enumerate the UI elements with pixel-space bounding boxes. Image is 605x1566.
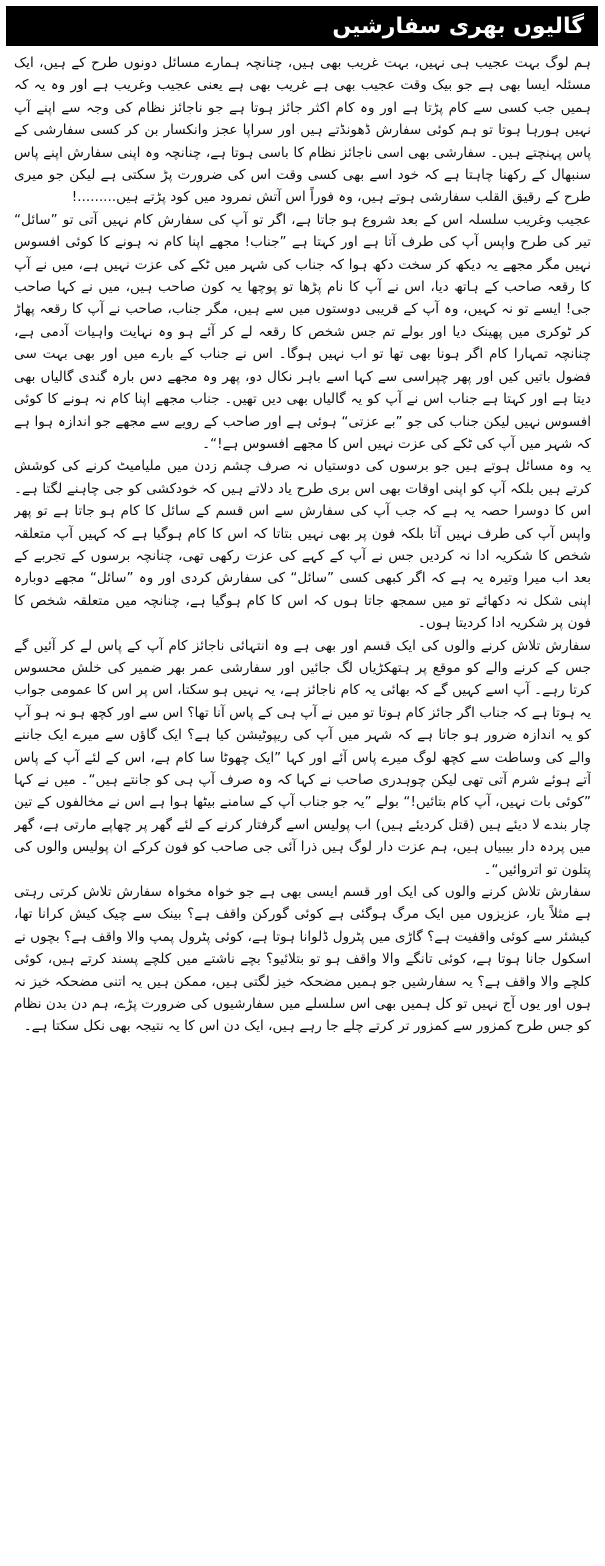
paragraph-5: سفارش تلاش کرنے والوں کی ایک اور قسم ایسی بھی ہے جو خواہ مخواہ سفارش تلاش کرتی رہتی ہے مثلاً یار، عزیزوں میں ایک مرگ ہوگئی ہے کوئی گورکن واقف ہے؟ بینک سے چیک کیش کرانا تھا، کیشئر سے کوئی واقفیت ہے؟ گاڑی میں پٹرول ڈلوانا ہوتا ہے، کوئی پٹرول پمپ والا واقف ہے؟ بچوں نے اسکول جانا ہوتا ہے، کوئی تانگے والا واقف ہو تو بتلائیو؟ بچے ناشتے میں کلچے پسند کرتے ہیں، کوئی کلچے والا واقف ہے؟ یہ سفارشیں جو ہمیں مضحکہ خیز لگتی ہیں، ممکن ہیں یہ اتنی مضحکہ خیز نہ ہوں اور یوں آج نہیں تو کل ہمیں بھی اس سلسلے میں سفارشیوں کی ضرورت پڑے، ہم دن بدن نظام کو جس طرح کمزور سے کمزور تر کرتے چلے جا رہے ہیں، ایک دن اس کا یہ نتیجہ بھی نکل سکتا ہے۔ <box>14 884 591 1035</box>
paragraph-2: عجیب وغریب سلسلہ اس کے بعد شروع ہو جاتا ہے، اگر تو آپ کی سفارش کام نہیں آتی تو ”سائل“ تیر کی طرح واپس آپ کی طرف آتا ہے اور کہتا ہے ”جناب! مجھے اپنا کام نہ ہونے کا کوئی افسوس نہیں مگر مجھے یہ دیکھ کر سخت دکھ ہوا کہ جناب کی شہر میں ٹکے کی عزت نہیں ہے، میں نے آپ کا رقعہ صاحب کے ہاتھ دیا، اس نے آپ کا نام پڑھا تو پوچھا یہ کون صاحب ہیں، میں نے کہا صاحب جی! ایسے تو نہ کہیں، وہ آپ کے قریبی دوستوں میں سے ہیں، مگر جناب، صاحب نے آپ کا رقعہ پھاڑ کر ٹوکری میں پھینک دیا اور بولے تم جس شخص کا رقعہ لے کر آئے ہو وہ نہایت واہیات آدمی ہے، چنانچہ تمہارا کام اگر ہونا بھی تھا تو اب نہیں ہوگا۔ اس نے جناب کے بارے میں اور بھی بہت سی فضول باتیں کیں اور پھر چپراسی سے کہا اسے باہر نکال دو، پھر وہ مجھے دس بارہ گندی گالیاں بھی دیتا ہے اور کہتا ہے جناب اس نے آپ کو یہ گالیاں بھی دیں تھیں۔ جناب مجھے اپنا کام نہ ہونے کا کوئی افسوس نہیں لیکن جناب کی جو ”بے عزتی“ ہوئی ہے اور صاحب کے رویے سے مجھے جو اندازہ ہوا ہے کہ شہر میں آپ کی ٹکے کی عزت نہیں اس کا مجھے افسوس ہے!“۔ <box>14 211 591 452</box>
paragraph-1: ہم لوگ بہت عجیب ہی نہیں، بہت غریب بھی ہیں، چنانچہ ہمارے مسائل دونوں طرح کے ہیں، ایک مسئلہ ایسا بھی ہے جو بیک وقت عجیب بھی ہے غریب بھی ہے یعنی عجیب وغریب ہے اور وہ یہ کہ ہمیں جب کسی سے کام پڑتا ہے اور وہ کام اکثر جائز ہوتا ہے جو ناجائز نظام کی وجہ سے اپنے آپ نہیں ہورہا ہوتا تو ہم کوئی سفارش ڈھونڈتے ہیں اور سراپا عجز وانکسار بن کر کسی سفارشی کے پاس پہنچتے ہیں۔ سفارشی بھی اسی ناجائز نظام کا باسی ہوتا ہے، چنانچہ وہ اپنی سفارش اپنے پاس سنبھال کے رکھنا چاہتا ہے کہ خود اسے بھی کسی وقت اس کی ضرورت پڑ سکتی ہے لیکن جو میری طرح کے رقیق القلب سفارشی ہوتے ہیں، وہ فوراً اس آتش نمرود میں کود پڑتے ہیں.........! <box>14 55 591 206</box>
paragraph-4: سفارش تلاش کرنے والوں کی ایک قسم اور بھی ہے وہ انتہائی ناجائز کام آپ کے پاس لے کر آئیں گے جس کے کرنے والے کو موقع پر ہتھکڑیاں لگ جائیں اور سفارشی عمر بھر ضمیر کی خلش محسوس کرتا رہے۔ آپ اسے کہیں گے کہ بھائی یہ کام ناجائز ہے، یہ نہیں ہو سکتا، اس پر اس کا عمومی جواب یہ ہوتا ہے کہ جناب اگر جائز کام ہوتا تو میں نے آپ ہی کے پاس آنا تھا؟ اس سے اور کچھ ہو نہ ہو آپ کو یہ اندازہ ضرور ہو جاتا ہے کہ شہر میں آپ کی ریپوٹیشن کیا ہے؟ ایک گاؤں سے میرے ایک جاننے والے کی وساطت سے کچھ لوگ میرے پاس آئے اور کہا ”ایک چھوٹا سا کام ہے، اس کے لئے آپ کے پاس آتے ہوئے شرم آتی تھی لیکن چوہدری صاحب نے کہا کہ وہ صرف آپ ہی کو جانتے ہیں“۔ میں نے کہا ”کوئی بات نہیں، آپ کام بتائیں!“ بولے ”یہ جو جناب آپ کے سامنے بیٹھا ہوا ہے اس نے مخالفوں کے تین چار بندے لا دیئے ہیں (قتل کردیئے ہیں) اب پولیس اسے گرفتار کرنے کے لئے گھر پر چھاپے مارتی ہے، گھر میں پردہ دار بیبیاں ہیں، ہم عزت دار لوگ ہیں ذرا آئی جی صاحب کو فون کرکے ان پولیس والوں کی پتلون تو اتروائیں“۔ <box>14 637 591 878</box>
title-bar <box>6 6 598 46</box>
article-title: گالیوں بھری سفارشیں <box>332 13 584 39</box>
paragraph-3: یہ وہ مسائل ہوتے ہیں جو برسوں کی دوستیاں نہ صرف چشم زدن میں ملیامیٹ کرنے کی کوشش کرتے ہیں بلکہ آپ کو اپنی اوقات بھی اس بری طرح یاد دلاتے ہیں کہ خودکشی کو جی چاہنے لگتا ہے۔ اس کا دوسرا حصہ یہ ہے کہ جب آپ کی سفارش سے اس قسم کے سائل کا کام ہو جاتا ہے تو پھر واپس آپ کی طرف نہیں آتا بلکہ فون پر بھی نہیں بتاتا کہ اس کا کام ہوگیا ہے کہ کہیں آپ متعلقہ شخص کا شکریہ ادا نہ کردیں جس نے آپ کے کہے کی عزت رکھی تھی، چنانچہ برسوں کے تجربے کے بعد اب میرا وتیرہ یہ ہے کہ اگر کبھی کسی ”سائل“ کی سفارش کردی اور وہ ”سائل“ مجھے دوبارہ اپنی شکل نہ دکھائے تو میں سمجھ جاتا ہوں کہ اس کا کام ہوگیا ہے، چنانچہ میں متعلقہ شخص کا فون پر شکریہ ادا کردیتا ہوں۔ <box>14 458 591 632</box>
article-body <box>14 52 591 1560</box>
